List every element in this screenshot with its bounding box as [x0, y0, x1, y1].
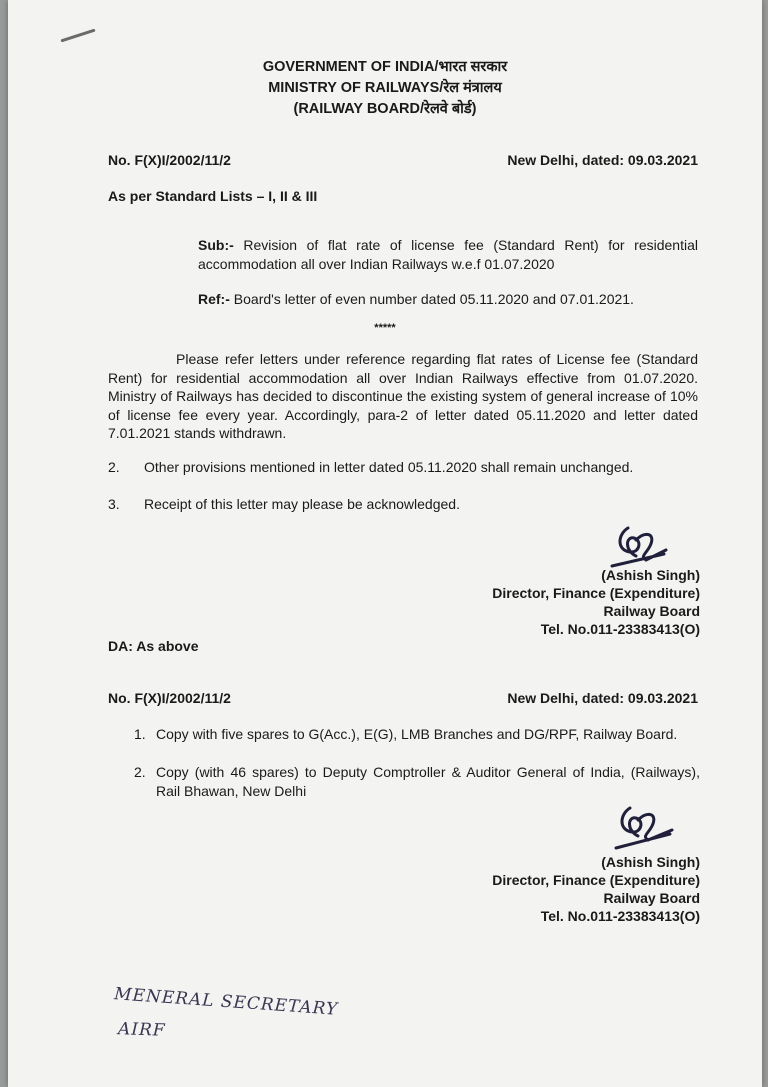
- enclosure-note: DA: As above: [108, 638, 199, 654]
- signer-name: (Ashish Singh): [601, 567, 700, 583]
- signature-scribble-2: [608, 800, 682, 858]
- addressee: As per Standard Lists – I, II & III: [108, 188, 318, 204]
- copy-item-1-number: 1.: [134, 726, 146, 742]
- reference-text: Board's letter of even number dated 05.11.2020 and 07.01.2021.: [229, 291, 634, 307]
- subject-label: Sub:-: [198, 237, 234, 253]
- signer-org: Railway Board: [603, 603, 700, 619]
- signer-title: Director, Finance (Expenditure): [492, 872, 700, 888]
- paragraph-3-number: 3.: [108, 496, 120, 512]
- paragraph-2-number: 2.: [108, 459, 120, 475]
- copy-letter-number: No. F(X)I/2002/11/2: [108, 690, 231, 706]
- paragraph-2: Other provisions mentioned in letter dated 05.11.2020 shall remain unchanged.: [144, 459, 634, 475]
- handwritten-note-line-1: MENERAL SECRETARY: [113, 984, 339, 1020]
- copy-letter-date: New Delhi, dated: 09.03.2021: [507, 690, 698, 706]
- signature-block-2: [388, 853, 700, 925]
- letter-page: [8, 0, 762, 1087]
- signer-org: Railway Board: [603, 890, 700, 906]
- signer-title: Director, Finance (Expenditure): [492, 585, 700, 601]
- signer-tel: Tel. No.011-23383413(O): [540, 621, 700, 637]
- copy-item-1: Copy with five spares to G(Acc.), E(G), LMB Branches and DG/RPF, Railway Board.: [156, 726, 678, 742]
- reference-label: Ref:-: [198, 291, 230, 307]
- header-line-3: (RAILWAY BOARD/रेलवे बोर्ड): [293, 101, 477, 117]
- copy-item-2: Copy (with 46 spares) to Deputy Comptroller & Auditor General of India, (Railways), Rail Bhawan, New Delhi: [156, 764, 700, 799]
- letter-number: No. F(X)I/2002/11/2: [108, 152, 231, 168]
- signer-name: (Ashish Singh): [601, 854, 700, 870]
- subject-text: Revision of flat rate of license fee (Standard Rent) for residential accommodation all over Indian Railways w.e.f 01.07.2020: [198, 237, 698, 272]
- handwritten-note-line-2: AIRF: [117, 1019, 166, 1041]
- paragraph-1: Please refer letters under reference regarding flat rates of License fee (Standard Rent) for residential accommodation all over Indian Railways effective from 01.07.2020. Ministry of Railways has decided to discontinue the existing system of general increase of 10% of license fee every year. Accordingly, para-2 of letter dated 05.11.2020 and letter dated 7.01.2021 stands withdrawn.: [108, 351, 698, 441]
- header-line-1: GOVERNMENT OF INDIA/भारत सरकार: [262, 59, 508, 75]
- paragraph-3: Receipt of this letter may please be acknowledged.: [144, 496, 460, 512]
- signature-block-1: [388, 566, 700, 638]
- letter-date: New Delhi, dated: 09.03.2021: [507, 152, 698, 168]
- signer-tel: Tel. No.011-23383413(O): [540, 908, 700, 924]
- staple-mark: [60, 29, 95, 43]
- reference: [198, 290, 698, 309]
- subject: [198, 236, 698, 273]
- separator: *****: [374, 322, 396, 334]
- copy-item-2-number: 2.: [134, 764, 146, 780]
- header-line-2: MINISTRY OF RAILWAYS/रेल मंत्रालय: [268, 80, 502, 96]
